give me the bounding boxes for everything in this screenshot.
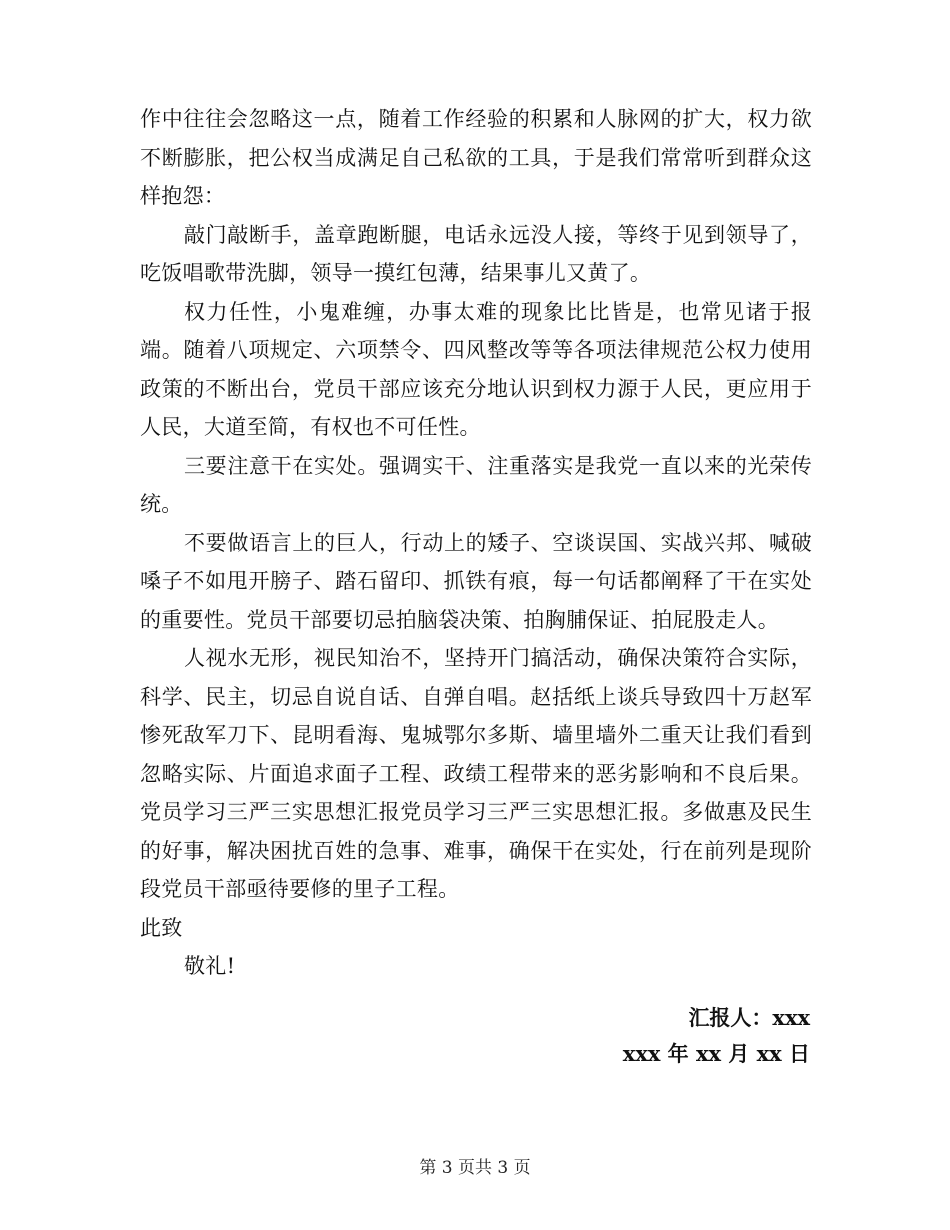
report-body bbox=[140, 100, 812, 986]
salutation: 此致 bbox=[140, 915, 183, 940]
signature-block bbox=[623, 1000, 810, 1072]
paragraph-2: 敲门敲断手，盖章跑断腿，电话永远没人接，等终于见到领导了，吃饭唱歌带洗脚，领导一摸红包薄，结果事儿又黄了。 bbox=[140, 222, 812, 285]
paragraph-4: 三要注意干在实处。强调实干、注重落实是我党一直以来的光荣传统。 bbox=[140, 453, 812, 516]
page-footer: 第 3 页共 3 页 bbox=[419, 1158, 531, 1178]
paragraph-5: 不要做语言上的巨人，行动上的矮子、空谈误国、实战兴邦、喊破嗓子不如甩开膀子、踏石留印、抓铁有痕，每一句话都阐释了干在实处的重要性。党员干部要切忌拍脑袋决策、拍胸脯保证、拍屁股走人。 bbox=[140, 530, 812, 632]
paragraph-3: 权力任性，小鬼难缠，办事太难的现象比比皆是，也常见诸于报端。随着八项规定、六项禁令、四风整改等等各项法律规范公权力使用政策的不断出台，党员干部应该充分地认识到权力源于人民，更应用于人民，大道至简，有权也不可任性。 bbox=[140, 299, 812, 439]
report-date: xxx 年 xx 月 xx 日 bbox=[622, 1041, 810, 1066]
reporter-name: 汇报人：xxx bbox=[688, 1005, 810, 1030]
paragraph-1: 作中往往会忽略这一点，随着工作经验的积累和人脉网的扩大，权力欲不断膨胀，把公权当成满足自己私欲的工具，于是我们常常听到群众这样抱怨： bbox=[140, 107, 812, 208]
regards: 敬礼! bbox=[184, 954, 236, 978]
paragraph-6: 人视水无形，视民知治不，坚持开门搞活动，确保决策符合实际，科学、民主，切忌自说自话、自弹自唱。赵括纸上谈兵导致四十万赵军惨死敌军刀下、昆明看海、鬼城鄂尔多斯、墙里墙外二重天让我们看到忽略实际、片面追求面子工程、政绩工程带来的恶劣影响和不良后果。党员学习三严三实思想汇报党员学习三严三实思想汇报。多做惠及民生的好事，解决困扰百姓的急事、难事，确保干在实处，行在前列是现阶段党员干部亟待要修的里子工程。 bbox=[140, 646, 812, 901]
